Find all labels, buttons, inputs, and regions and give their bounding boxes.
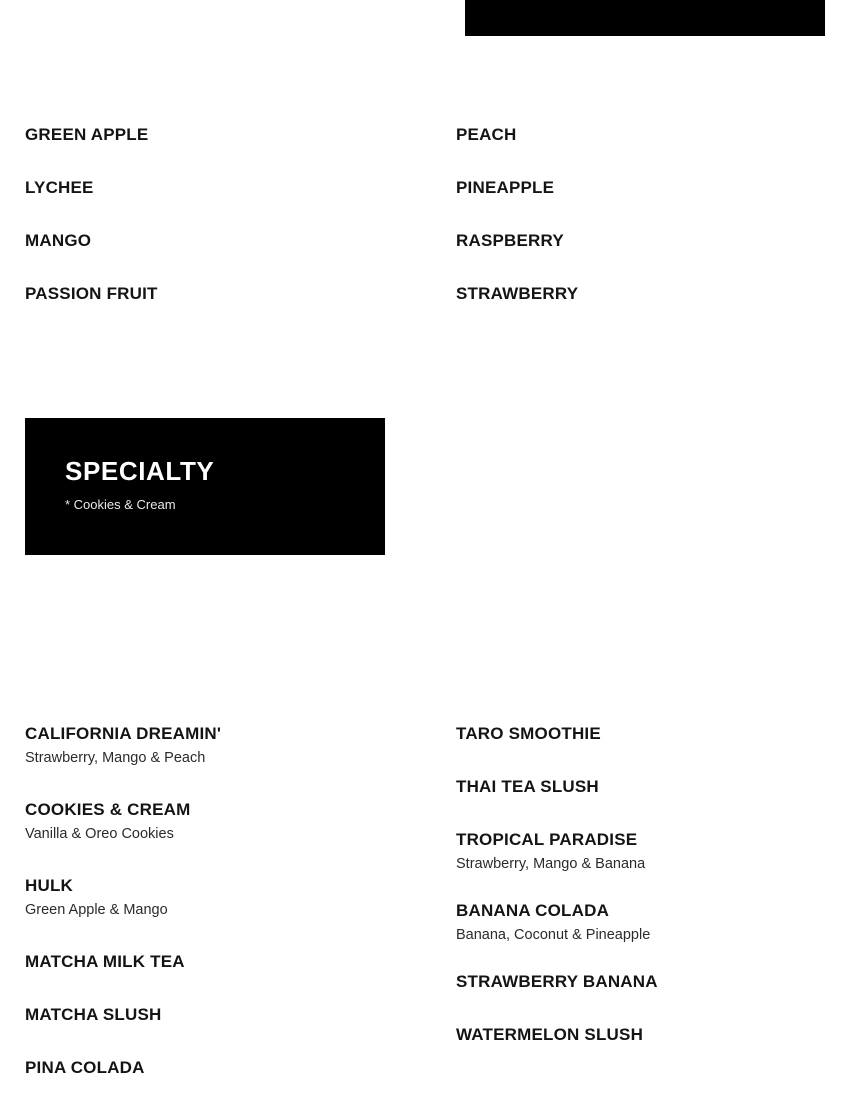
list-item xyxy=(25,875,400,920)
drink-name: WATERMELON SLUSH xyxy=(456,1025,644,1044)
flavors-columns xyxy=(0,124,850,336)
specialty-title: SPECIALTY xyxy=(65,456,215,486)
list-item xyxy=(25,1004,400,1026)
list-item xyxy=(456,230,825,252)
flavors-section xyxy=(0,124,850,336)
list-item xyxy=(456,829,825,874)
drink-description: Green Apple & Mango xyxy=(25,902,168,918)
specialty-note: * Cookies & Cream xyxy=(65,497,176,512)
list-item xyxy=(456,124,825,146)
flavor-name: GREEN APPLE xyxy=(25,125,149,144)
list-item xyxy=(25,951,400,973)
list-item xyxy=(456,283,825,305)
specialty-heading-card xyxy=(25,418,385,555)
drink-name: MATCHA SLUSH xyxy=(25,1005,162,1024)
list-item xyxy=(456,900,825,945)
list-item xyxy=(25,177,400,199)
drink-description: Strawberry, Mango & Peach xyxy=(25,750,206,766)
flavor-name: LYCHEE xyxy=(25,178,94,197)
drink-name: TARO SMOOTHIE xyxy=(456,724,601,743)
drink-description: Banana, Coconut & Pineapple xyxy=(456,927,651,943)
top-black-banner xyxy=(465,0,825,36)
flavors-right-column xyxy=(425,124,850,336)
list-item xyxy=(456,1024,825,1046)
flavor-name: STRAWBERRY xyxy=(456,284,579,303)
drink-name: HULK xyxy=(25,876,74,895)
drink-name: PINA COLADA xyxy=(25,1058,145,1077)
list-item xyxy=(25,230,400,252)
drink-name: BANANA COLADA xyxy=(456,901,610,920)
list-item xyxy=(456,776,825,798)
drink-name: CALIFORNIA DREAMIN' xyxy=(25,724,222,743)
flavors-left-column xyxy=(0,124,425,336)
drink-description: Strawberry, Mango & Banana xyxy=(456,856,646,872)
flavor-name: PEACH xyxy=(456,125,517,144)
list-item xyxy=(25,124,400,146)
drink-name: STRAWBERRY BANANA xyxy=(456,972,658,991)
specialty-right-column xyxy=(425,723,850,1110)
flavor-name: PINEAPPLE xyxy=(456,178,555,197)
list-item xyxy=(25,1057,400,1079)
drink-name: COOKIES & CREAM xyxy=(25,800,191,819)
specialty-drinks-section xyxy=(0,723,850,1110)
drink-name: MATCHA MILK TEA xyxy=(25,952,185,971)
drink-description: Vanilla & Oreo Cookies xyxy=(25,826,174,842)
list-item xyxy=(25,799,400,844)
flavor-name: MANGO xyxy=(25,231,92,250)
specialty-columns xyxy=(0,723,850,1110)
list-item xyxy=(456,723,825,745)
specialty-left-column xyxy=(0,723,425,1110)
flavor-name: PASSION FRUIT xyxy=(25,284,158,303)
list-item xyxy=(25,723,400,768)
drink-name: TROPICAL PARADISE xyxy=(456,830,638,849)
flavor-name: RASPBERRY xyxy=(456,231,564,250)
list-item xyxy=(456,971,825,993)
list-item xyxy=(456,177,825,199)
list-item xyxy=(25,283,400,305)
drink-name: THAI TEA SLUSH xyxy=(456,777,599,796)
